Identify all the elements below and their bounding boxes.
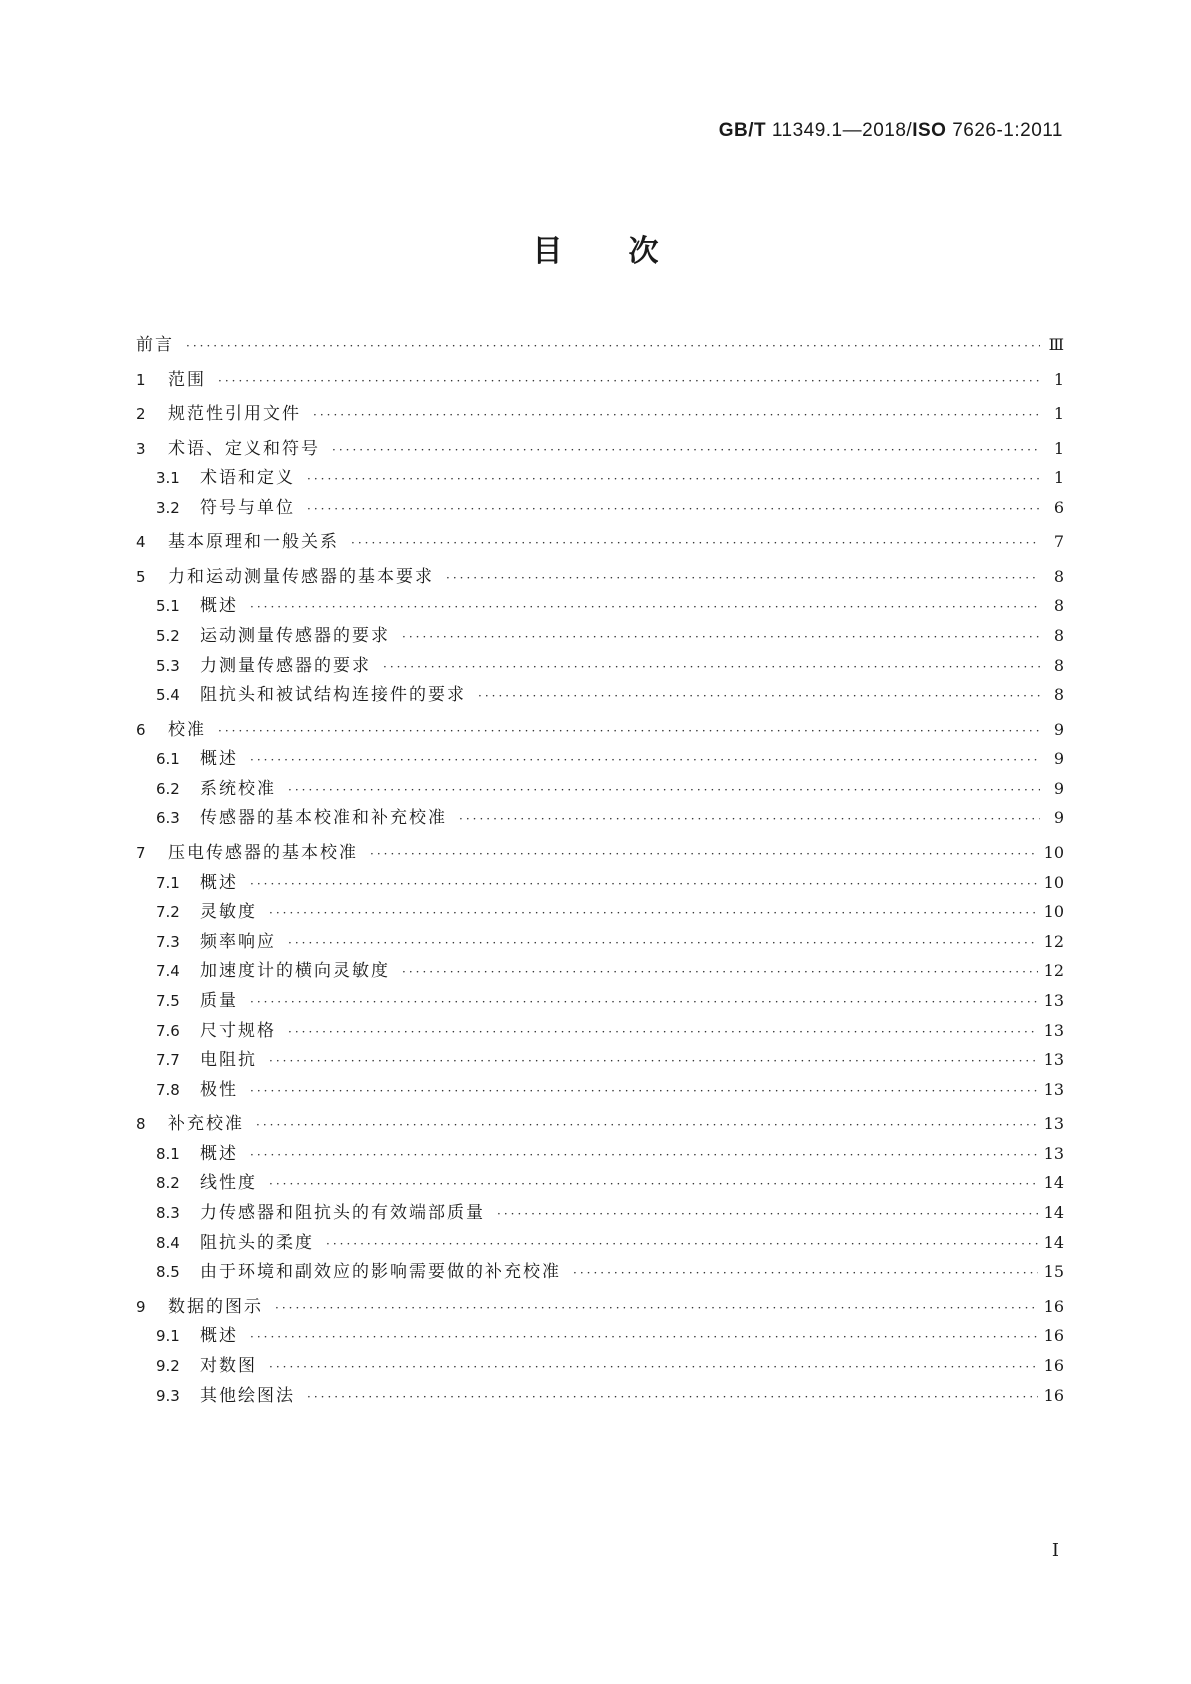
- toc-entry-title: 符号与单位: [200, 497, 295, 518]
- toc-entry-page: 12: [1043, 961, 1064, 981]
- iso-number: 7626-1:2011: [946, 120, 1063, 141]
- toc-entry-title: 力传感器和阻抗头的有效端部质量: [200, 1203, 485, 1223]
- toc-entry-title: 数据的图示: [168, 1296, 263, 1317]
- toc-entry[interactable]: [156, 1385, 1064, 1407]
- toc-entry[interactable]: [136, 334, 1064, 356]
- toc-entry-number: 4: [136, 533, 146, 552]
- toc-entry-title: 概述: [200, 1143, 238, 1164]
- toc-entry-number: 7: [136, 843, 146, 862]
- toc-entry-number: 9.1: [156, 1327, 180, 1346]
- toc-entry-page: 13: [1043, 1050, 1064, 1070]
- toc-entry-title: 频率响应: [200, 931, 276, 952]
- toc-entry[interactable]: [136, 403, 1064, 425]
- toc-entry-number: 7.6: [156, 1021, 180, 1040]
- standard-code-prefix: GB/T: [718, 120, 767, 141]
- toc-entry[interactable]: [156, 1143, 1064, 1165]
- toc-entry-page: 13: [1043, 1143, 1064, 1163]
- toc-entry-page: 9: [1053, 719, 1064, 739]
- dot-leader: [326, 1233, 1038, 1255]
- toc-entry-number: 3.1: [156, 469, 180, 488]
- toc-entry[interactable]: [136, 531, 1064, 553]
- dot-leader: [459, 808, 1040, 830]
- toc-entry[interactable]: [156, 625, 1064, 647]
- toc-entry[interactable]: [156, 497, 1064, 519]
- toc-entry-number: 8: [136, 1115, 146, 1134]
- toc-entry-number: 9: [136, 1297, 146, 1316]
- toc-entry[interactable]: [156, 901, 1064, 923]
- toc-entry-title: 灵敏度: [200, 902, 257, 923]
- toc-entry-title: 术语和定义: [200, 468, 295, 489]
- toc-entry-number: 7.1: [156, 873, 180, 892]
- toc-entry-page: 1: [1053, 404, 1064, 423]
- toc-entry-title: 加速度计的横向灵敏度: [200, 961, 390, 982]
- toc-entry-title: 阻抗头和被试结构连接件的要求: [200, 685, 466, 706]
- dot-leader: [269, 1356, 1038, 1378]
- toc-entry-number: 7.5: [156, 991, 180, 1010]
- toc-entry-number: 8.4: [156, 1233, 180, 1252]
- dot-leader: [402, 961, 1038, 983]
- toc-entry-page: 8: [1053, 566, 1064, 586]
- toc-entry-page: 8: [1053, 596, 1064, 616]
- dot-leader: [218, 370, 1040, 392]
- toc-entry-title: 电阻抗: [200, 1050, 257, 1071]
- dot-leader: [250, 596, 1040, 618]
- toc-entry[interactable]: [156, 1049, 1064, 1071]
- toc-entry-number: 8.1: [156, 1144, 180, 1163]
- toc-entry[interactable]: [136, 842, 1064, 864]
- toc-entry-page: 13: [1043, 990, 1064, 1010]
- toc-entry[interactable]: [156, 778, 1064, 800]
- toc-entry-page: 9: [1053, 808, 1064, 828]
- dot-leader: [497, 1203, 1038, 1225]
- dot-leader: [332, 439, 1040, 461]
- iso-prefix: ISO: [912, 120, 947, 141]
- toc-entry[interactable]: [136, 566, 1064, 588]
- dot-leader: [250, 1326, 1038, 1348]
- toc-entry-title: 前言: [136, 335, 174, 355]
- toc-entry-page: 1: [1053, 438, 1064, 458]
- toc-entry[interactable]: [156, 807, 1064, 829]
- toc-entry-title: 范围: [168, 369, 206, 390]
- toc-entry-title: 基本原理和一般关系: [168, 532, 339, 553]
- dot-leader: [288, 1021, 1038, 1043]
- toc-entry-number: 9.2: [156, 1356, 180, 1375]
- toc-entry-number: 8.3: [156, 1204, 180, 1222]
- toc-entry[interactable]: [156, 748, 1064, 770]
- toc-entry-page: 16: [1043, 1296, 1064, 1316]
- toc-entry-title: 线性度: [200, 1173, 257, 1194]
- toc-entry-number: 3: [136, 439, 146, 458]
- toc-entry-page: 12: [1043, 931, 1064, 951]
- toc-entry-title: 补充校准: [168, 1114, 244, 1135]
- standard-code-number: 11349.1—2018/: [766, 120, 913, 141]
- dot-leader: [313, 404, 1040, 426]
- toc-entry-title: 系统校准: [200, 778, 276, 799]
- dot-leader: [269, 1173, 1038, 1195]
- dot-leader: [186, 335, 1040, 357]
- toc-entry-number: 6: [136, 720, 146, 739]
- toc-entry-title: 运动测量传感器的要求: [200, 625, 390, 646]
- toc-entry[interactable]: [156, 960, 1064, 982]
- toc-title: 目次: [532, 234, 725, 269]
- toc-entry[interactable]: [156, 655, 1064, 677]
- toc-entry-title: 概述: [200, 872, 238, 893]
- toc-entry-number: 7.4: [156, 962, 180, 981]
- dot-leader: [250, 873, 1038, 895]
- dot-leader: [307, 1386, 1038, 1408]
- toc-entry[interactable]: [156, 1079, 1064, 1101]
- dot-leader: [351, 532, 1040, 554]
- dot-leader: [269, 1050, 1038, 1072]
- dot-leader: [288, 932, 1038, 954]
- dot-leader: [218, 720, 1040, 742]
- toc-entry-number: 7.7: [156, 1051, 180, 1070]
- toc-entry-number: 5.2: [156, 626, 180, 645]
- toc-entry-number: 6.2: [156, 779, 180, 798]
- dot-leader: [478, 685, 1040, 707]
- toc-entry-page: 8: [1053, 625, 1064, 645]
- dot-leader: [383, 656, 1040, 678]
- dot-leader: [402, 626, 1040, 648]
- dot-leader: [250, 1144, 1038, 1166]
- toc-entry[interactable]: [156, 1325, 1064, 1347]
- toc-entry[interactable]: [156, 595, 1064, 617]
- toc-entry-title: 校准: [168, 719, 206, 740]
- toc-entry-number: 7.8: [156, 1080, 180, 1099]
- toc-entry-page: 15: [1043, 1262, 1064, 1282]
- toc-entry[interactable]: [156, 1355, 1064, 1377]
- toc-entry-page: 16: [1043, 1326, 1064, 1346]
- toc-entry[interactable]: [136, 438, 1064, 460]
- toc-entry-number: 8.2: [156, 1174, 180, 1193]
- toc-entry-page: 10: [1043, 872, 1064, 892]
- toc-entry-number: 3.2: [156, 498, 180, 517]
- toc-entry-page: 13: [1043, 1114, 1064, 1134]
- toc-entry-number: 1: [136, 370, 146, 389]
- toc-entry-number: 2: [136, 405, 146, 423]
- toc-entry-page: 10: [1043, 842, 1064, 862]
- dot-leader: [250, 991, 1038, 1013]
- toc-entry-title: 尺寸规格: [200, 1020, 276, 1041]
- toc-entry-title: 传感器的基本校准和补充校准: [200, 808, 447, 829]
- toc-entry-title: 极性: [200, 1079, 238, 1100]
- toc-entry[interactable]: [136, 719, 1064, 741]
- toc-entry-title: 概述: [200, 1326, 238, 1347]
- toc-entry-number: 6.1: [156, 750, 180, 769]
- toc-entry-title: 压电传感器的基本校准: [168, 842, 358, 863]
- toc-entry-number: 7.2: [156, 903, 180, 922]
- toc-entry[interactable]: [156, 684, 1064, 706]
- toc-entry-title: 概述: [200, 596, 238, 617]
- toc-entry-number: 5.1: [156, 597, 180, 616]
- toc-entry-title: 由于环境和副效应的影响需要做的补充校准: [200, 1262, 561, 1283]
- toc-entry-page: 1: [1053, 468, 1064, 488]
- toc-entry-page: 16: [1043, 1385, 1064, 1405]
- toc-entry-page: 13: [1043, 1020, 1064, 1040]
- toc-entry-page: 6: [1053, 497, 1064, 517]
- dot-leader: [446, 567, 1040, 589]
- dot-leader: [250, 1080, 1038, 1102]
- dot-leader: [275, 1297, 1038, 1319]
- toc-entry-number: 8.5: [156, 1263, 180, 1282]
- toc-entry[interactable]: [156, 872, 1064, 894]
- toc-entry-title: 其他绘图法: [200, 1385, 295, 1406]
- toc-entry[interactable]: [156, 1202, 1064, 1224]
- toc-entry-page: 8: [1053, 655, 1064, 675]
- dot-leader: [250, 749, 1040, 771]
- toc-entry[interactable]: [136, 369, 1064, 391]
- toc-entry-page: 16: [1043, 1355, 1064, 1375]
- toc-entry-number: 7.3: [156, 932, 180, 951]
- toc-entry-title: 对数图: [200, 1355, 257, 1376]
- toc-entry-page: 14: [1043, 1232, 1064, 1252]
- dot-leader: [573, 1262, 1038, 1284]
- toc-entry-title: 阻抗头的柔度: [200, 1232, 314, 1253]
- toc-entry-title: 力测量传感器的要求: [200, 655, 371, 676]
- dot-leader: [307, 468, 1040, 490]
- toc-entry-number: 5.4: [156, 686, 180, 705]
- toc-entry-title: 力和运动测量传感器的基本要求: [168, 566, 434, 587]
- toc-entry[interactable]: [156, 990, 1064, 1012]
- toc-entry[interactable]: [136, 1113, 1064, 1135]
- toc-entry-page: 8: [1053, 685, 1064, 705]
- dot-leader: [256, 1114, 1038, 1136]
- dot-leader: [370, 843, 1038, 865]
- toc-entry-page: 10: [1043, 902, 1064, 922]
- toc-entry-title: 质量: [200, 990, 238, 1011]
- toc-entry[interactable]: [156, 1172, 1064, 1194]
- toc-entry-number: 5: [136, 567, 146, 586]
- toc-entry[interactable]: [156, 931, 1064, 953]
- page-number: I: [1051, 1540, 1059, 1561]
- dot-leader: [269, 902, 1038, 924]
- toc-entry-title: 概述: [200, 749, 238, 770]
- toc-entry-page: 14: [1043, 1173, 1064, 1193]
- toc-entry[interactable]: [156, 1232, 1064, 1254]
- toc-entry-page: 9: [1053, 749, 1064, 769]
- toc-entry[interactable]: [136, 1296, 1064, 1318]
- toc-entry[interactable]: [156, 1020, 1064, 1042]
- toc-entry-title: 规范性引用文件: [168, 404, 301, 424]
- toc-entry-page: Ⅲ: [1048, 335, 1064, 354]
- toc-entry-number: 9.3: [156, 1386, 180, 1405]
- toc-entry-title: 术语、定义和符号: [168, 438, 320, 459]
- toc-entry-page: 7: [1053, 532, 1064, 552]
- toc-entry-page: 13: [1043, 1079, 1064, 1099]
- dot-leader: [307, 498, 1040, 520]
- toc-entry-page: 1: [1053, 369, 1064, 389]
- toc-entry-number: 5.3: [156, 656, 180, 675]
- toc-entry[interactable]: [156, 467, 1064, 489]
- standard-code-header: [719, 120, 1063, 142]
- toc-entry-number: 6.3: [156, 809, 180, 828]
- toc-entry-page: 14: [1043, 1203, 1064, 1222]
- dot-leader: [288, 779, 1040, 801]
- toc-entry-page: 9: [1053, 778, 1064, 798]
- toc-entry[interactable]: [156, 1261, 1064, 1283]
